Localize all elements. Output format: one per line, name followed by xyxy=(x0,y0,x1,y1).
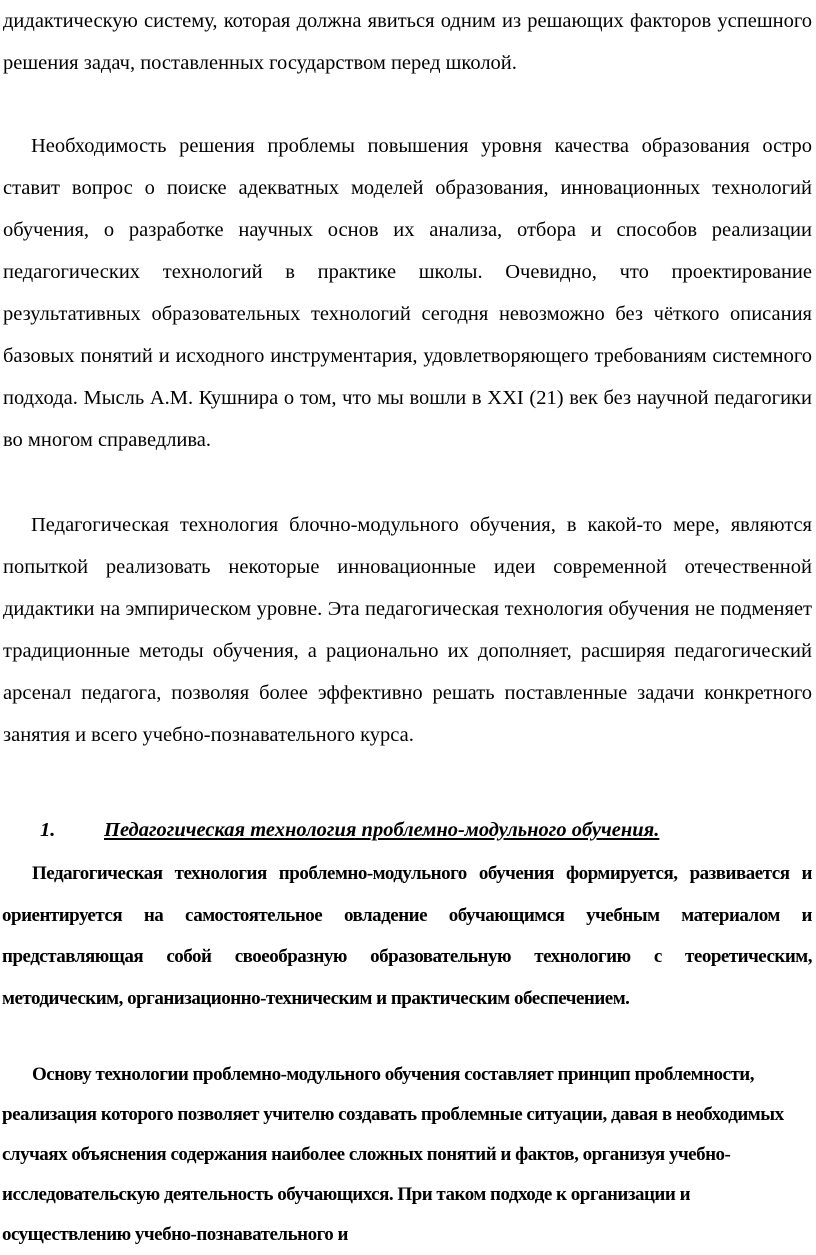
section-number: 1. xyxy=(40,819,56,841)
paragraph-1: дидактическую систему, которая должна явиться одним из решающих факторов успешного решения задач, поставленных государством перед школой. xyxy=(3,10,812,74)
bold-paragraph-2: Основу технологии проблемно-модульного обучения составляет принцип проблемности, реализация которого позволяет учителю создавать проблемные ситуации, давая в необходимых случаях объяснения содержания наиболее сложных понятий и фактов, организуя учебно-исследовательскую деятельность обучающихся. При таком подходе к организации и осуществлению учебно-познавательного и xyxy=(2,1064,784,1245)
section-heading xyxy=(40,810,800,850)
section-title: Педагогическая технология проблемно-модульного обучения. xyxy=(104,819,660,841)
bold-paragraph-1: Педагогическая технология проблемно-модульного обучения формируется, развивается и ориентируется на самостоятельное овладение обучающимся учебным материалом и представляющая собой своеобразную образовательную технологию с теоретическим, методическим, организационно-техническим и практическим обеспечением. xyxy=(2,863,812,1009)
paragraph-3: Педагогическая технология блочно-модульного обучения, в какой-то мере, являются попыткой реализовать некоторые инновационные идеи современной отечественной дидактики на эмпирическом уровне. Эта педагогическая технология обучения не подменяет традиционные методы обучения, а рационально их дополняет, расширяя педагогический арсенал педагога, позволяя более эффективно решать поставленные задачи конкретного занятия и всего учебно-познавательного курса. xyxy=(3,514,812,746)
paragraph-2: Необходимость решения проблемы повышения уровня качества образования остро ставит вопрос о поиске адекватных моделей образования, инновационных технологий обучения, о разработке научных основ их анализа, отбора и способов реализации педагогических технологий в практике школы. Очевидно, что проектирование результативных образовательных технологий сегодня невозможно без чёткого описания базовых понятий и исходного инструментария, удовлетворяющего требованиям системного подхода. Мысль А.М. Кушнира о том, что мы вошли в XXI (21) век без научной педагогики во многом справедлива. xyxy=(3,135,812,451)
